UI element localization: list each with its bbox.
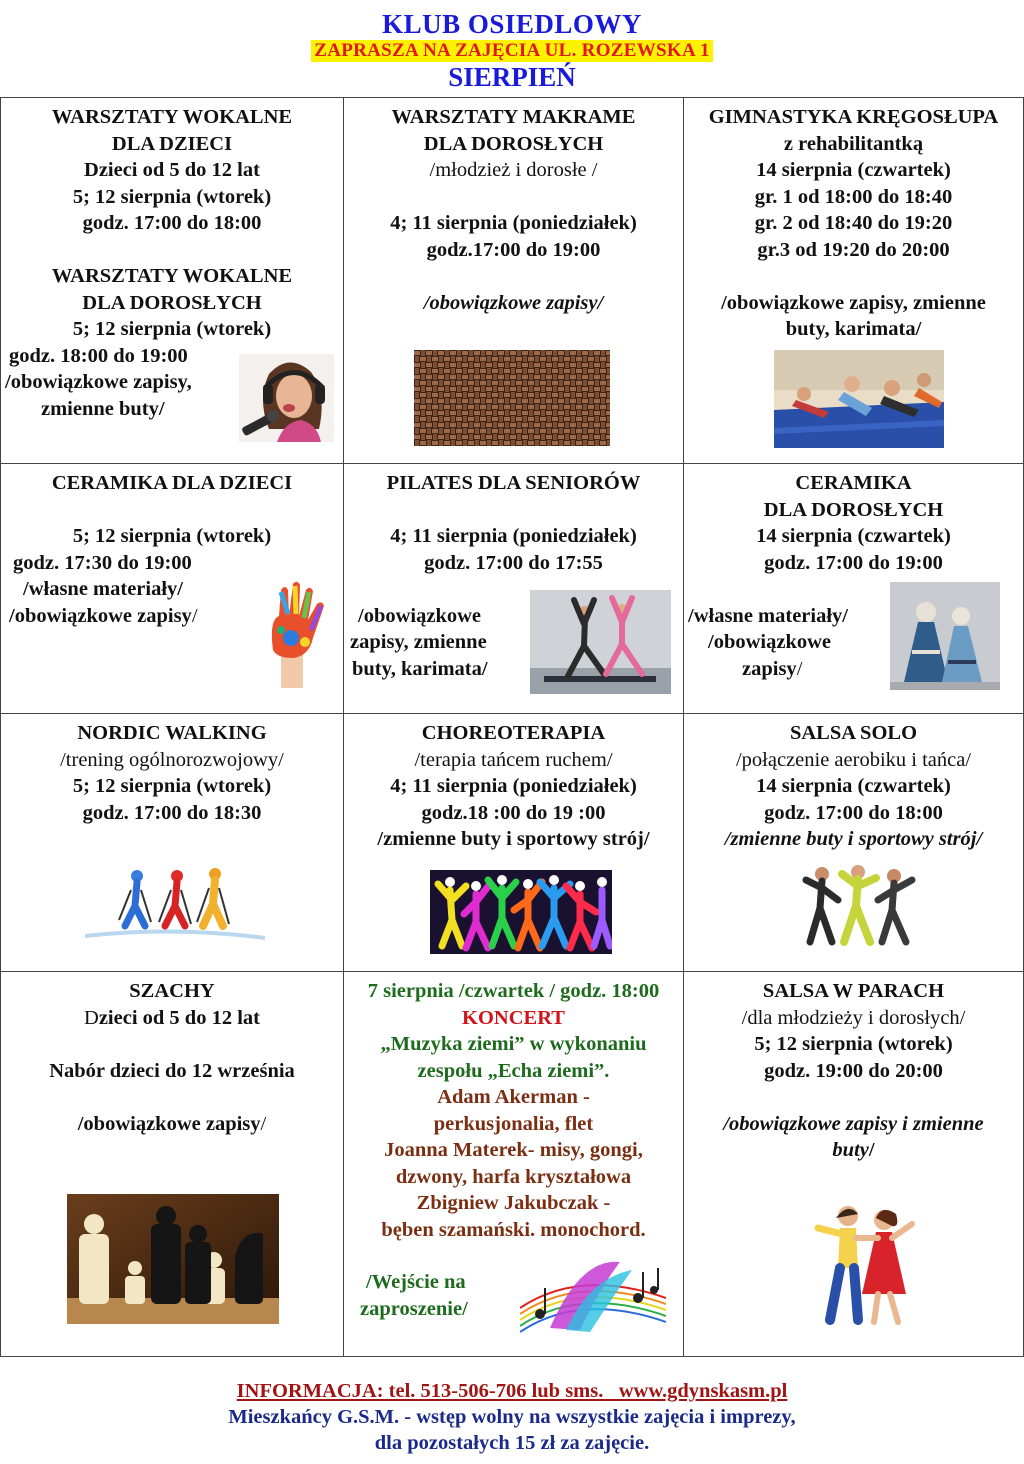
pilates-time: godz. 17:00 do 17:55 <box>424 551 603 574</box>
cell-chess <box>1 972 344 1356</box>
chess-recruitment: Nabór dzieci do 12 września <box>49 1059 295 1082</box>
cell-pilates <box>344 464 684 714</box>
spine-group-3: gr.3 od 19:20 do 20:00 <box>757 238 950 261</box>
concert-line-3: Adam Akerman - <box>437 1086 590 1108</box>
chess-note: /obowiązkowe zapisy <box>77 1112 261 1135</box>
salsa-couple-illustration <box>796 1198 926 1326</box>
vocal-adults-date: 5; 12 sierpnia (wtorek) <box>72 318 272 340</box>
nordic-title: NORDIC WALKING <box>77 722 267 744</box>
nordic-time: godz. 17:00 do 18:30 <box>82 801 262 824</box>
pilates-note-3: buty, karimata/ <box>352 657 488 680</box>
poster-header <box>0 8 1024 92</box>
ceramics-kids-note-1: /własne materiały/ <box>23 578 183 600</box>
ceramics-adults-note-3: zapisy <box>742 657 797 680</box>
vocal-title-kids: DLA DZIECI <box>111 132 233 155</box>
ceramics-adults-date: 14 sierpnia (czwartek) <box>756 525 951 547</box>
salsa-solo-title: SALSA SOLO <box>789 722 918 744</box>
concert-line-5: Joanna Materek- misy, gongi, <box>384 1139 643 1161</box>
concert-line-1: „Muzyka ziemi” w wykonaniu <box>380 1033 647 1055</box>
pilates-date: 4; 11 sierpnia (poniedziałek) <box>390 525 637 547</box>
cell-ceramics-adults <box>684 464 1023 714</box>
concert-line-7: Zbigniew Jakubczak - <box>416 1192 611 1214</box>
chess-note-end: / <box>260 1112 267 1135</box>
cell-salsa-pairs <box>684 972 1023 1356</box>
vocal-note-2: zmienne buty/ <box>41 397 165 420</box>
vocal-date: 5; 12 sierpnia (wtorek) <box>72 185 272 208</box>
salsa-solo-subtitle: /połączenie aerobiku i tańca/ <box>735 748 972 771</box>
ceramics-adults-title-2: DLA DOROSŁYCH <box>763 498 944 521</box>
ceramics-kids-date: 5; 12 sierpnia (wtorek) <box>72 525 272 547</box>
ceramics-adults-note-2: /obowiązkowe <box>708 631 831 653</box>
salsa-dancers-photo <box>792 860 920 950</box>
dancers-silhouettes-illustration <box>430 870 612 954</box>
concert-line-6: dzwony, harfa kryształowa <box>395 1165 632 1188</box>
vocal-note-1: /obowiązkowe zapisy, <box>5 371 192 393</box>
choreo-subtitle: /terapia tańcem ruchem/ <box>414 748 613 771</box>
cell-nordic-walking <box>1 714 344 972</box>
salsa-solo-time: godz. 17:00 do 18:00 <box>764 801 943 824</box>
salsa-pairs-title: SALSA W PARACH <box>762 980 945 1002</box>
vocal-age: Dzieci od 5 do 12 lat <box>84 159 260 181</box>
cell-spine-gymnastics <box>684 98 1023 464</box>
pilates-note-2: zapisy, zmienne <box>350 631 487 653</box>
macrame-time: godz.17:00 do 19:00 <box>426 238 601 261</box>
salsa-solo-date: 14 sierpnia (czwartek) <box>756 775 951 797</box>
cell-salsa-solo <box>684 714 1023 972</box>
ceramics-kids-time: godz. 17:30 do 19:00 <box>13 551 192 574</box>
chess-age: zieci od 5 do 12 lat <box>98 1006 260 1029</box>
choreo-note: /zmienne buty i sportowy strój/ <box>377 828 650 850</box>
chess-title: SZACHY <box>129 980 215 1002</box>
spine-title: GIMNASTYKA KRĘGOSŁUPA <box>708 106 999 128</box>
vocal-time: godz. 17:00 do 18:00 <box>82 212 262 234</box>
salsa-pairs-time: godz. 19:00 do 20:00 <box>764 1059 943 1082</box>
concert-date: 7 sierpnia /czwartek / godz. 18:00 <box>367 980 660 1002</box>
nordic-walkers-illustration <box>85 864 265 944</box>
contact-info: INFORMACJA: tel. 513-506-706 lub sms. www.gdynskasm.pl <box>236 1380 788 1402</box>
choreo-time: godz.18 :00 do 19 :00 <box>421 801 606 824</box>
salsa-pairs-note-2: buty <box>832 1139 869 1161</box>
macrame-title: WARSZTATY MAKRAME <box>391 106 636 128</box>
pilates-title: PILATES DLA SENIORÓW <box>386 472 641 494</box>
cell-ceramics-kids <box>1 464 344 714</box>
cell-vocal-workshops <box>1 98 344 464</box>
spine-date: 14 sierpnia (czwartek) <box>756 159 951 181</box>
salsa-pairs-note-2-end: / <box>868 1139 875 1161</box>
macrame-audience: /młodzież i dorosłe / <box>429 159 598 181</box>
ceramics-adults-note-3-end: / <box>796 657 803 680</box>
pilates-photo <box>530 590 671 694</box>
chess-pieces-photo <box>67 1194 279 1324</box>
spine-note-2: buty, karimata/ <box>785 318 922 340</box>
ceramic-figures-photo <box>890 582 1000 690</box>
spine-group-2: gr. 2 od 18:40 do 19:20 <box>754 212 953 234</box>
chess-age-initial: D <box>84 1006 99 1029</box>
salsa-pairs-date: 5; 12 sierpnia (wtorek) <box>754 1033 953 1055</box>
vocal-adults-time: godz. 18:00 do 19:00 <box>9 344 188 367</box>
macrame-title-2: DLA DOROSŁYCH <box>423 132 604 155</box>
concert-line-2: zespołu „Echa ziemi”. <box>417 1059 610 1082</box>
vocal-title: WARSZTATY WOKALNE <box>51 106 293 128</box>
choreo-date: 4; 11 sierpnia (poniedziałek) <box>390 775 637 797</box>
gym-class-photo <box>774 350 944 448</box>
macrame-weave-photo <box>414 350 610 446</box>
ceramics-adults-time: godz. 17:00 do 19:00 <box>764 551 943 574</box>
spine-subtitle: z rehabilitantką <box>783 132 924 155</box>
nordic-date: 5; 12 sierpnia (wtorek) <box>72 775 272 797</box>
schedule-table <box>0 97 1024 1357</box>
ceramics-kids-note-2: /obowiązkowe zapisy <box>9 604 192 627</box>
pilates-note-1: /obowiązkowe <box>358 604 481 627</box>
residents-note: Mieszkańcy G.S.M. - wstęp wolny na wszystkie zajęcia i imprezy, <box>228 1406 796 1428</box>
nordic-subtitle: /trening ogólnorozwojowy/ <box>60 748 284 771</box>
concert-line-8: bęben szamański. monochord. <box>381 1218 646 1241</box>
club-title: KLUB OSIEDLOWY <box>382 9 642 39</box>
vocal-adults-title-2: DLA DOROSŁYCH <box>82 291 262 314</box>
spine-group-1: gr. 1 od 18:00 do 18:40 <box>754 185 953 208</box>
salsa-pairs-subtitle: /dla młodzieży i dorosłych/ <box>741 1006 966 1029</box>
concert-line-4: perkusjonalia, flet <box>433 1112 594 1135</box>
salsa-pairs-note-1: /obowiązkowe zapisy i zmienne <box>723 1112 984 1135</box>
price-note: dla pozostałych 15 zł za zajęcie. <box>374 1432 650 1454</box>
macrame-note: /obowiązkowe zapisy/ <box>423 291 604 314</box>
ceramics-kids-title: CERAMIKA DLA DZIECI <box>51 472 293 494</box>
painted-hand-photo <box>251 580 333 688</box>
invitation-subtitle: ZAPRASZA NA ZAJĘCIA UL. ROZEWSKA 1 <box>311 40 713 62</box>
concert-note-2: zaproszenie/ <box>360 1297 468 1320</box>
cell-concert <box>344 972 684 1356</box>
singer-photo <box>239 354 334 442</box>
choreo-title: CHOREOTERAPIA <box>421 722 606 744</box>
concert-note-1: /Wejście na <box>366 1271 466 1293</box>
spine-note-1: /obowiązkowe zapisy, zmienne <box>721 291 986 314</box>
poster-footer <box>0 1378 1024 1456</box>
music-notes-illustration <box>520 1248 666 1340</box>
salsa-solo-note: /zmienne buty i sportowy strój/ <box>724 828 983 850</box>
macrame-date: 4; 11 sierpnia (poniedziałek) <box>390 212 637 234</box>
concert-label: KONCERT <box>462 1006 565 1029</box>
ceramics-adults-note-1: /własne materiały/ <box>688 604 848 627</box>
ceramics-kids-note-2-end: / <box>191 604 198 627</box>
vocal-adults-title: WARSZTATY WOKALNE <box>51 265 293 287</box>
cell-choreotherapy <box>344 714 684 972</box>
cell-macrame <box>344 98 684 464</box>
month-title: SIERPIEŃ <box>448 62 576 92</box>
ceramics-adults-title: CERAMIKA <box>795 472 912 494</box>
